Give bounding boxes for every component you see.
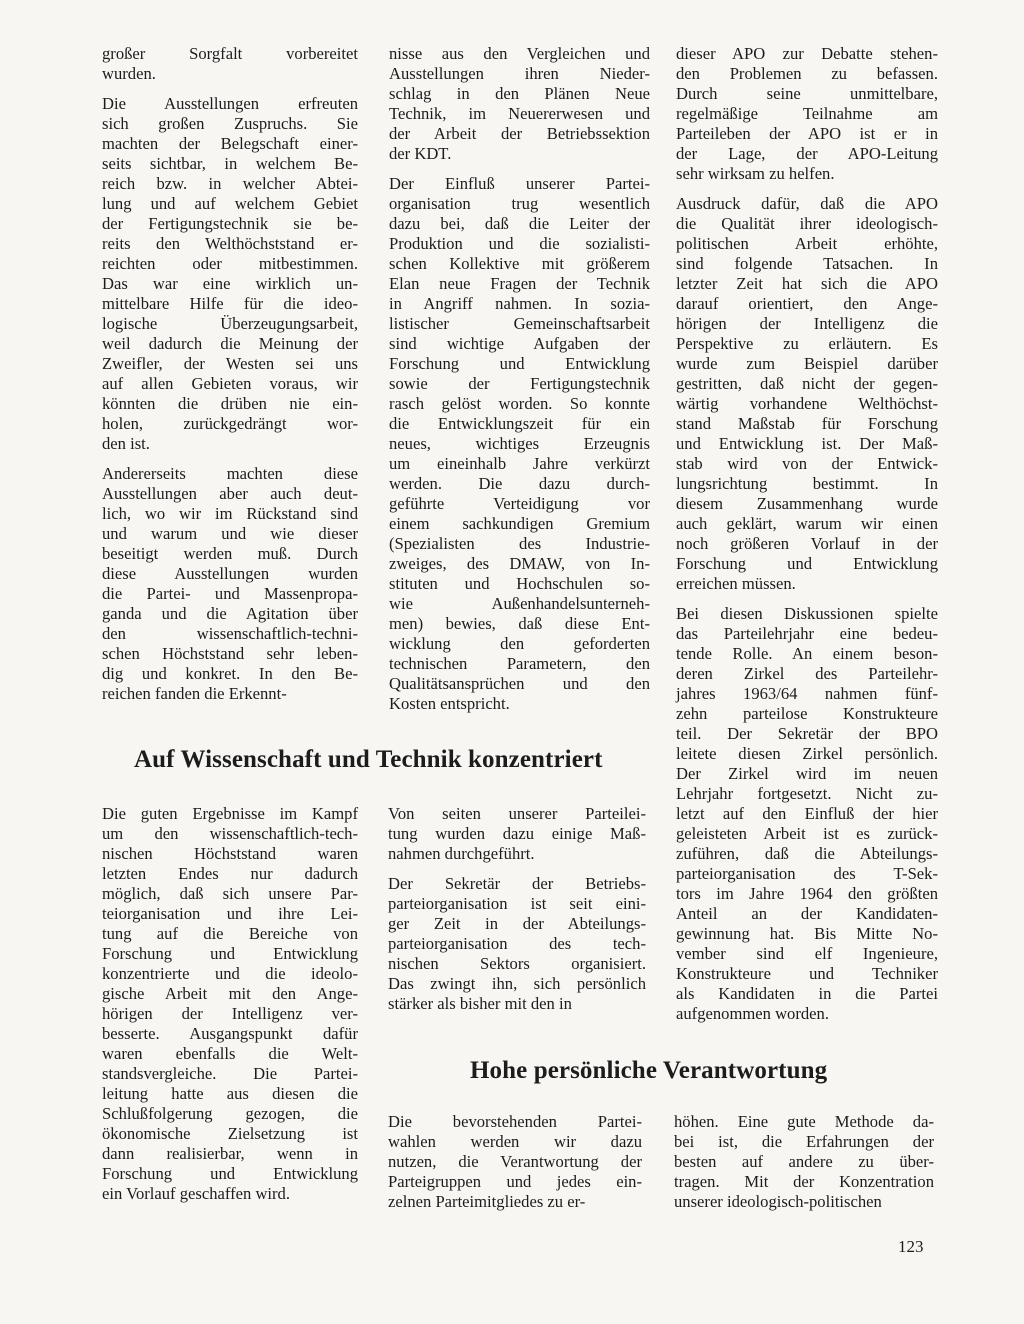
text-line: darauf orientiert, den Ange- — [676, 294, 938, 313]
text-line: logische Überzeugungsarbeit, — [102, 314, 358, 333]
text-line: um eineinhalb Jahre verkürzt — [389, 454, 650, 473]
text-line: nahmen durchgeführt. — [388, 844, 535, 863]
section-heading-wissenschaft: Auf Wissenschaft und Technik konzentriert — [134, 746, 603, 773]
text-line: die Partei- und Massenpropa- — [102, 584, 358, 603]
text-line: leitung hatte aus diesen die — [102, 1084, 358, 1103]
text-line: Forschung und Entwicklung — [389, 354, 650, 373]
text-line: letzter Zeit hat sich die APO — [676, 274, 938, 293]
text-line: Bei diesen Diskussionen spielte — [676, 604, 938, 623]
text-line: regelmäßige Teilnahme am — [676, 104, 938, 123]
text-line: Technik, im Neuererwesen und — [389, 104, 650, 123]
text-line: Durch seine unmittelbare, — [676, 84, 938, 103]
text-line: diesem Zusammenhang wurde — [676, 494, 938, 513]
text-line: sehr wirksam zu helfen. — [676, 164, 835, 183]
text-line: stab wird von der Entwick- — [676, 454, 938, 473]
text-line: weil dadurch die Meinung der — [102, 334, 358, 353]
text-line: nisse aus den Vergleichen und — [389, 44, 650, 63]
section-heading-verantwortung: Hohe persönliche Verantwortung — [470, 1057, 828, 1084]
text-line: Der Sekretär der Betriebs- — [388, 874, 646, 893]
text-line: und warum und wie dieser — [102, 524, 358, 543]
text-line: den wissenschaftlich-techni- — [102, 624, 358, 643]
text-line: parteiorganisation ist seit eini- — [388, 894, 646, 913]
text-line: Parteileben der APO ist er in — [676, 124, 938, 143]
text-line: beseitigt werden muß. Durch — [102, 544, 358, 563]
text-line: Perspektive zu erläutern. Es — [676, 334, 938, 353]
text-line: der KDT. — [389, 144, 452, 163]
paragraph — [388, 804, 646, 864]
text-line: wicklung den geforderten — [389, 634, 650, 653]
text-line: parteiorganisation des T-Sek- — [676, 864, 938, 883]
text-line: sowie der Fertigungstechnik — [389, 374, 650, 393]
text-line: hörigen der Intelligenz ver- — [102, 1004, 358, 1023]
text-line: standsvergleiche. Die Partei- — [102, 1064, 358, 1083]
text-line: Die bevorstehenden Partei- — [388, 1112, 642, 1131]
text-line: listischer Gemeinschaftsarbeit — [389, 314, 650, 333]
text-line: parteiorganisation des tech- — [388, 934, 646, 953]
text-line: tragen. Mit der Konzentration — [674, 1172, 934, 1191]
text-line: noch größeren Vorlauf in der — [676, 534, 938, 553]
text-line: der Arbeit der Betriebssektion — [389, 124, 650, 143]
text-line: (Spezialisten des Industrie- — [389, 534, 650, 553]
text-line: holen, zurückgedrängt wor- — [102, 414, 358, 433]
text-line: stand Maßstab für Forschung — [676, 414, 938, 433]
text-line: politischen Arbeit erhöhte, — [676, 234, 938, 253]
text-line: nischen Sektors organisiert. — [388, 954, 646, 973]
text-line: letzt auf den Einfluß der hier — [676, 804, 938, 823]
text-line: reits den Welthöchststand er- — [102, 234, 358, 253]
text-line: konzentrierte und die ideolo- — [102, 964, 358, 983]
text-line: Der Zirkel wird im neuen — [676, 764, 938, 783]
text-line: reichen fanden die Erkennt- — [102, 684, 287, 703]
text-column-right — [676, 44, 938, 1034]
text-line: einem sachkundigen Gremium — [389, 514, 650, 533]
text-line: auf allen Gebieten voraus, wir — [102, 374, 358, 393]
text-line: Anteil an der Kandidaten- — [676, 904, 938, 923]
paragraph — [676, 194, 938, 594]
text-line: reich bzw. in welcher Abtei- — [102, 174, 358, 193]
text-line: Der Einfluß unserer Partei- — [389, 174, 650, 193]
text-line: rasch gelöst worden. So konnte — [389, 394, 650, 413]
text-line: Ausstellungen ihren Nieder- — [389, 64, 650, 83]
text-line: teil. Der Sekretär der BPO — [676, 724, 938, 743]
text-line: zweiges, des DMAW, von In- — [389, 554, 650, 573]
text-line: wie Außenhandelsunterneh- — [389, 594, 650, 613]
text-line: diese Ausstellungen wurden — [102, 564, 358, 583]
text-line: Lehrjahr fortgesetzt. Nicht zu- — [676, 784, 938, 803]
text-line: stituten und Hochschulen so- — [389, 574, 650, 593]
text-line: wärtig vorhandene Welthöchst- — [676, 394, 938, 413]
text-line: Elan neue Fragen der Technik — [389, 274, 650, 293]
text-line: zelnen Parteimitgliedes zu er- — [388, 1192, 586, 1211]
text-line: technischen Parametern, den — [389, 654, 650, 673]
text-line: sind folgende Tatsachen. In — [676, 254, 938, 273]
page-number: 123 — [898, 1237, 924, 1256]
text-line: lungsrichtung bestimmt. In — [676, 474, 938, 493]
text-line: gewinnung hat. Bis Mitte No- — [676, 924, 938, 943]
text-line: erreichen müssen. — [676, 574, 796, 593]
paragraph — [676, 44, 938, 184]
text-line: Zweifler, der Westen sei uns — [102, 354, 358, 373]
text-line: machten der Belegschaft einer- — [102, 134, 358, 153]
text-line: dann realisierbar, wenn in — [102, 1144, 358, 1163]
text-line: Die guten Ergebnisse im Kampf — [102, 804, 358, 823]
paragraph — [388, 874, 646, 1014]
text-line: neues, wichtiges Erzeugnis — [389, 434, 650, 453]
text-line: großer Sorgfalt vorbereitet — [102, 44, 358, 63]
text-line: wurde zum Beispiel darüber — [676, 354, 938, 373]
text-line: ger Zeit in der Abteilungs- — [388, 914, 646, 933]
text-line: tung auf die Bereiche von — [102, 924, 358, 943]
text-line: den ist. — [102, 434, 150, 453]
text-line: Die Ausstellungen erfreuten — [102, 94, 358, 113]
text-line: bei ist, die Erfahrungen der — [674, 1132, 934, 1151]
text-line: sich großen Zuspruchs. Sie — [102, 114, 358, 133]
text-line: waren ebenfalls die Welt- — [102, 1044, 358, 1063]
text-line: ganda und die Agitation über — [102, 604, 358, 623]
text-line: leitete diesen Zirkel persönlich. — [676, 744, 938, 763]
text-line: schen Kollektive mit größerem — [389, 254, 650, 273]
text-line: und Entwicklung ist. Der Maß- — [676, 434, 938, 453]
text-line: zehn parteilose Konstrukteure — [676, 704, 938, 723]
text-column-bottom-center — [388, 1112, 642, 1222]
text-line: gische Arbeit mit den Ange- — [102, 984, 358, 1003]
text-line: als Kandidaten in die Partei — [676, 984, 938, 1003]
text-line: Schlußfolgerung gezogen, die — [102, 1104, 358, 1123]
text-line: Von seiten unserer Parteilei- — [388, 804, 646, 823]
text-line: Ausstellungen aber auch deut- — [102, 484, 358, 503]
text-line: geführte Verteidigung vor — [389, 494, 650, 513]
text-line: unserer ideologisch-politischen — [674, 1192, 882, 1211]
text-line: teiorganisation und ihre Lei- — [102, 904, 358, 923]
text-line: Forschung und Entwicklung — [102, 944, 358, 963]
text-line: lung und auf welchem Gebiet — [102, 194, 358, 213]
text-line: in Angriff nahmen. In sozia- — [389, 294, 650, 313]
paragraph — [388, 1112, 642, 1212]
text-line: seits sichtbar, in welchem Be- — [102, 154, 358, 173]
text-line: ökonomische Zielsetzung ist — [102, 1124, 358, 1143]
text-line: letzten Endes nur dadurch — [102, 864, 358, 883]
text-line: die Entwicklungszeit für ein — [389, 414, 650, 433]
text-line: tors im Jahre 1964 den größten — [676, 884, 938, 903]
paragraph — [102, 464, 358, 704]
text-line: die Qualität ihrer ideologisch- — [676, 214, 938, 233]
text-line: der Lage, der APO-Leitung — [676, 144, 938, 163]
text-line: reichten oder mitbestimmen. — [102, 254, 358, 273]
text-line: ein Vorlauf geschaffen wird. — [102, 1184, 291, 1203]
text-line: geleisteten Arbeit ist es zurück- — [676, 824, 938, 843]
text-line: dazu bei, daß die Leiter der — [389, 214, 650, 233]
text-line: besserte. Ausgangspunkt dafür — [102, 1024, 358, 1043]
text-line: Das war eine wirklich un- — [102, 274, 358, 293]
text-line: wurden. — [102, 64, 156, 83]
text-line: schlag in den Plänen Neue — [389, 84, 650, 103]
text-line: nutzen, die Verantwortung der — [388, 1152, 642, 1171]
text-line: Forschung und Entwicklung — [676, 554, 938, 573]
text-line: mittelbare Hilfe für die ideo- — [102, 294, 358, 313]
text-line: tende Rolle. An einem beson- — [676, 644, 938, 663]
paragraph — [102, 94, 358, 454]
text-line: der Fertigungstechnik sie be- — [102, 214, 358, 233]
text-column-top-middle — [389, 44, 650, 724]
text-line: Andererseits machten diese — [102, 464, 358, 483]
paragraph — [389, 174, 650, 714]
text-line: nischen Höchststand waren — [102, 844, 358, 863]
text-line: schen Höchststand sehr leben- — [102, 644, 358, 663]
text-line: könnten die drüben nie ein- — [102, 394, 358, 413]
text-line: Kosten entspricht. — [389, 694, 510, 713]
text-column-middle-center — [388, 804, 646, 1024]
paragraph — [676, 604, 938, 1024]
text-line: um den wissenschaftlich-tech- — [102, 824, 358, 843]
text-line: dieser APO zur Debatte stehen- — [676, 44, 938, 63]
text-line: vember sind elf Ingenieure, — [676, 944, 938, 963]
text-line: hörigen der Intelligenz die — [676, 314, 938, 333]
text-line: höhen. Eine gute Methode da- — [674, 1112, 934, 1131]
text-line: zuführen, daß die Abteilungs- — [676, 844, 938, 863]
paragraph — [389, 44, 650, 164]
text-line: den Problemen zu befassen. — [676, 64, 938, 83]
text-line: sind wichtige Aufgaben der — [389, 334, 650, 353]
text-line: wahlen werden wir dazu — [388, 1132, 642, 1151]
text-line: deren Zirkel des Parteilehr- — [676, 664, 938, 683]
text-line: stärker als bisher mit den in — [388, 994, 572, 1013]
text-line: gestritten, daß nicht der gegen- — [676, 374, 938, 393]
paragraph — [674, 1112, 934, 1212]
text-line: lich, wo wir im Rückstand sind — [102, 504, 358, 523]
text-line: Qualitätsansprüchen und den — [389, 674, 650, 693]
text-column-bottom-right — [674, 1112, 934, 1222]
text-line: dig und konkret. In den Be- — [102, 664, 358, 683]
text-line: werden. Die dazu durch- — [389, 474, 650, 493]
text-line: jahres 1963/64 nahmen fünf- — [676, 684, 938, 703]
text-line: besten auf andere zu über- — [674, 1152, 934, 1171]
text-line: Das zwingt ihn, sich persönlich — [388, 974, 646, 993]
text-line: Konstrukteure und Techniker — [676, 964, 938, 983]
text-line: das Parteilehrjahr eine bedeu- — [676, 624, 938, 643]
text-line: Parteigruppen und jedes ein- — [388, 1172, 642, 1191]
text-column-top-left — [102, 44, 358, 714]
text-line: men) bewies, daß diese Ent- — [389, 614, 650, 633]
text-line: tung wurden dazu einige Maß- — [388, 824, 646, 843]
paragraph — [102, 804, 358, 1204]
text-line: aufgenommen worden. — [676, 1004, 829, 1023]
paragraph — [102, 44, 358, 84]
text-line: Produktion und die sozialisti- — [389, 234, 650, 253]
text-line: Ausdruck dafür, daß die APO — [676, 194, 938, 213]
text-line: auch geklärt, warum wir einen — [676, 514, 938, 533]
text-line: organisation trug wesentlich — [389, 194, 650, 213]
text-line: möglich, daß sich unsere Par- — [102, 884, 358, 903]
text-column-middle-left — [102, 804, 358, 1214]
text-line: Forschung und Entwicklung — [102, 1164, 358, 1183]
